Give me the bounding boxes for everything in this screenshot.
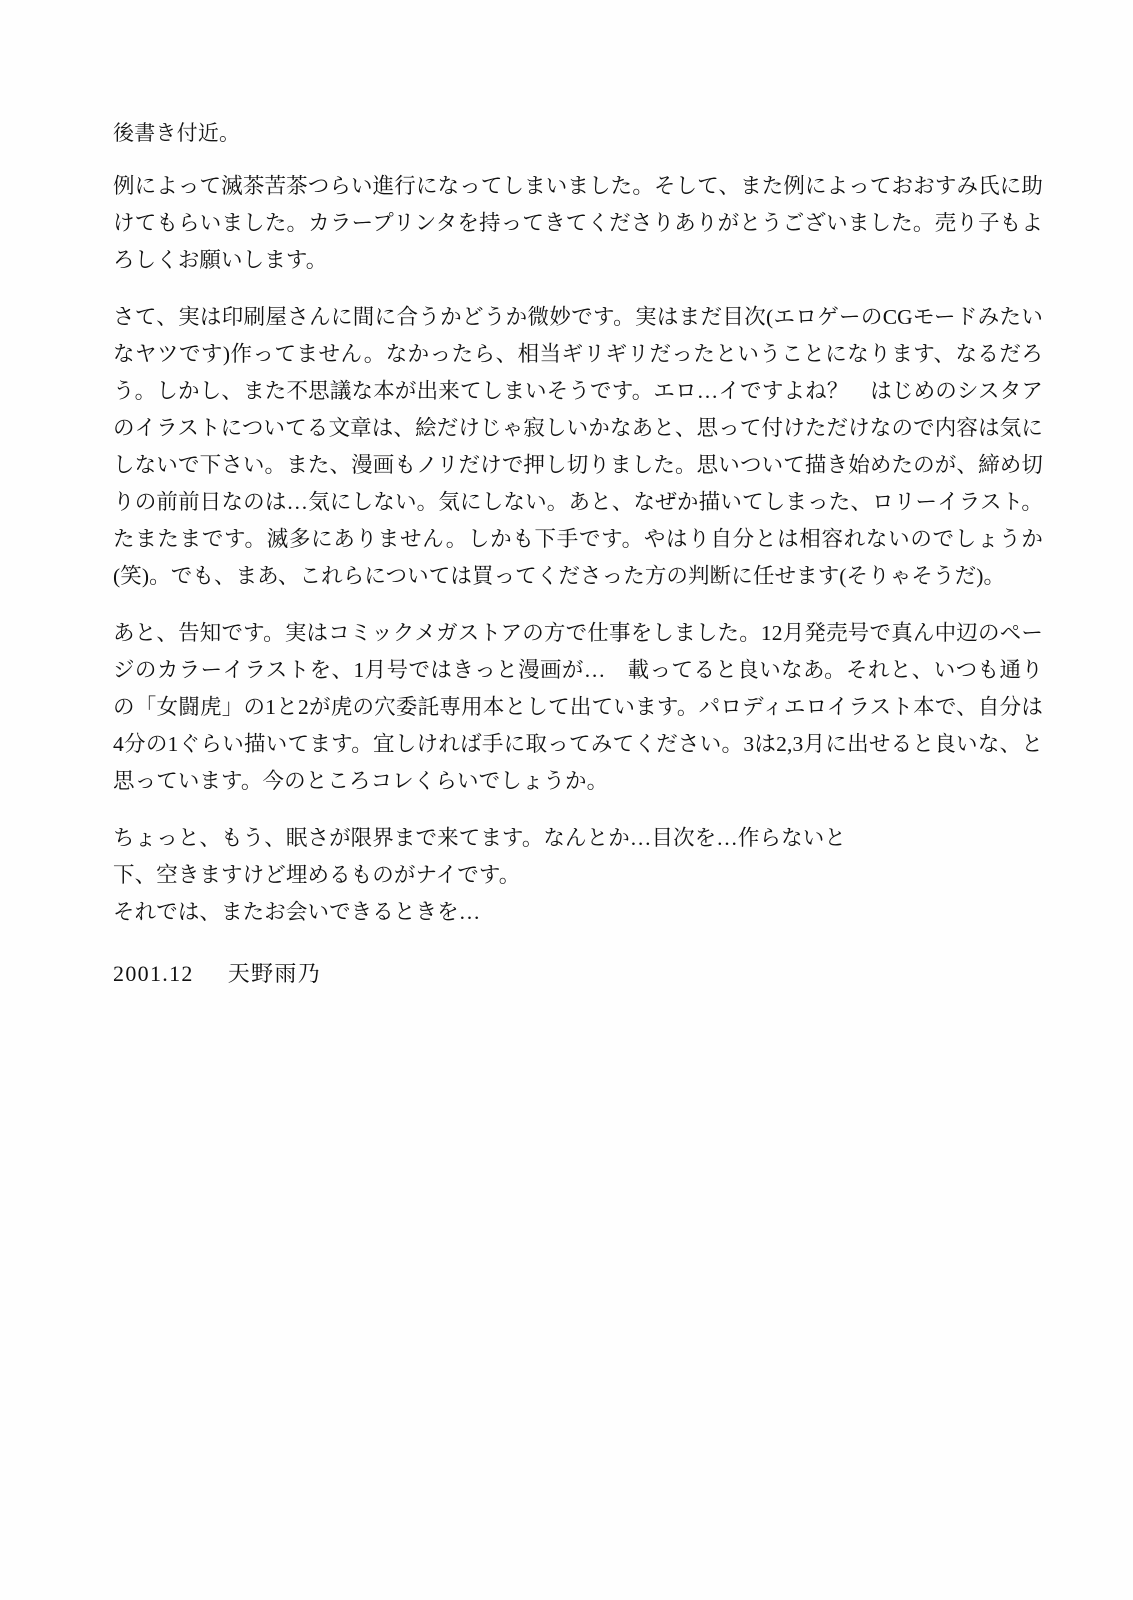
paragraph-2: さて、実は印刷屋さんに間に合うかどうか微妙です。実はまだ目次(エロゲーのCGモードみたいなヤツです)作ってません。なかったら、相当ギリギリだったということになります、なるだろう。しかし、また不思議な本が出来てしまいそうです。エロ…イですよね？ はじめのシスタアのイラストについてる文章は、絵だけじゃ寂しいかなあと、思って付けただけなので内容は気にしないで下さい。また、漫画もノリだけで押し切りました。思いついて描き始めたのが、締め切りの前前日なのは…気にしない。気にしない。あと、なぜか描いてしまった、ロリーイラスト。たまたまです。滅多にありません。しかも下手です。やはり自分とは相容れないのでしょうか(笑)。でも、まあ、これらについては買ってくださった方の判断に任せます(そりゃそうだ)。: [113, 305, 1043, 589]
signature: [113, 957, 1043, 988]
signature-author: 天野雨乃: [227, 960, 322, 986]
page-title: 後書き付近。: [113, 121, 241, 145]
closing-line-1: ちょっと、もう、眠さが限界まで来てます。なんとか…目次を…作らないと: [113, 825, 846, 850]
signature-date: 2001.12: [113, 960, 194, 986]
closing-line-2: 下、空きますけど埋めるものがナイです。: [113, 862, 521, 887]
paragraph-1: 例によって滅茶苦茶つらい進行になってしまいました。そして、また例によっておおすみ氏に助けてもらいました。カラープリンタを持ってきてくださりありがとうございました。売り子もよろしくお願いします。: [113, 174, 1043, 273]
afterword-content: [113, 118, 1043, 988]
closing-lines: [113, 820, 1043, 931]
paragraph-3: あと、告知です。実はコミックメガストアの方で仕事をしました。12月発売号で真ん中辺のページのカラーイラストを、1月号ではきっと漫画が… 載ってると良いなあ。それと、いつも通りの「女闘虎」の1と2が虎の穴委託専用本として出ています。パロディエロイラスト本で、自分は4分の1ぐらい描いてます。宜しければ手に取ってみてください。3は2,3月に出せると良いな、と思っています。今のところコレくらいでしょうか。: [113, 621, 1043, 793]
closing-line-3: それでは、またお会いできるときを…: [113, 899, 481, 924]
